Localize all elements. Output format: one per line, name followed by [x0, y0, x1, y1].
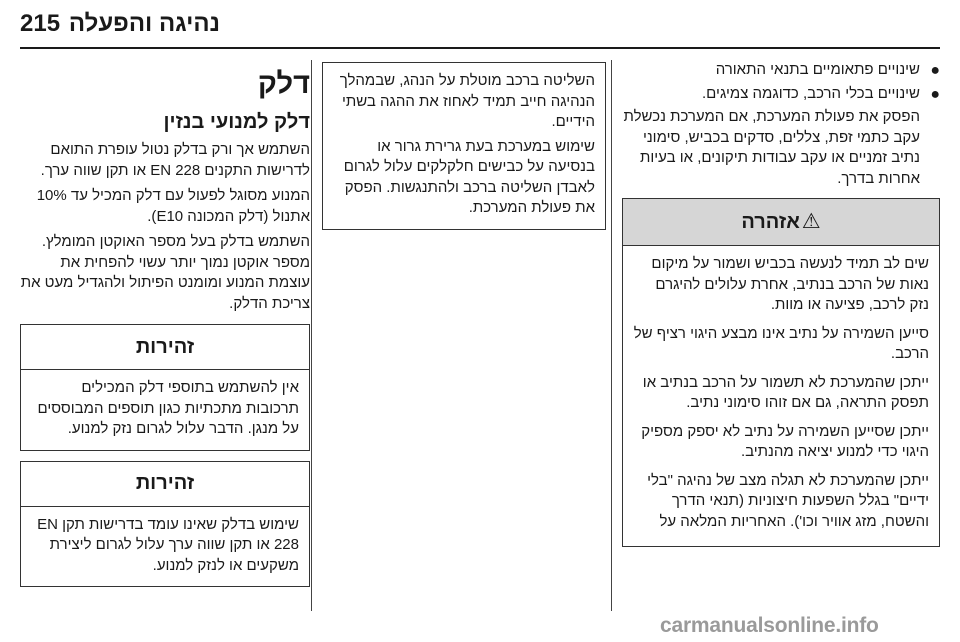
section-title: נהיגה והפעלה: [68, 10, 220, 37]
warning-body: [623, 246, 939, 546]
middle-column: [322, 62, 606, 230]
warning-triangle-icon: ⚠: [801, 209, 821, 233]
warning-header: [623, 199, 939, 246]
page-number: 215: [20, 10, 61, 37]
watermark: carmanualsonline.info: [660, 614, 879, 637]
caution-box: [20, 461, 310, 588]
column-divider-right: [611, 60, 612, 611]
paragraph: השתמש אך ורק בדלק נטול עופרת התואם לדרישות התקנים EN 228 או תקן שווה ערך.: [40, 141, 310, 179]
caution-body: [21, 507, 309, 587]
warning-paragraph: שימוש במערכת בעת גרירת גרור או בנסיעה על כבישים חלקלקים עלול לגרום לאבדן השליטה ברכב ולהתנגשות. הפסק את פעולת המערכת.: [343, 137, 595, 216]
bullet-item: [622, 84, 940, 105]
caution-text: אין להשתמש בתוספי דלק המכילים תרכובות מתכתיות כגון תוספים המבוססים על מנגן. הדבר עלול לגרום נזק למנוע.: [37, 379, 299, 437]
header-rule: [20, 47, 940, 49]
caution-header: זהירות: [21, 462, 309, 507]
warning-paragraph: ייתכן שסייען השמירה על נתיב לא יספק מספיק היגוי כדי למנוע יציאה מהנתיב.: [641, 422, 929, 460]
page-header: [0, 0, 960, 46]
left-column: [20, 60, 310, 587]
caution-body: [21, 370, 309, 450]
bullet-list: [622, 60, 940, 104]
bullet-dot-icon: ●: [930, 85, 940, 103]
paragraph: השתמש בדלק בעל מספר האוקטן המומלץ. מספר אוקטן נמוך יותר עשוי להפחית את עוצמת המנוע ומומנט הפיתול ולהגדיל מעט את צריכת הדלק.: [20, 233, 310, 312]
warning-title: אזהרה: [741, 210, 800, 233]
fuel-title: דלק: [257, 68, 310, 100]
caution-text: שימוש בדלק שאינו עומד בדרישות תקן EN 228 או תקן שווה ערך עלול לגרום ליצירת משקעים או לנזק למנוע.: [37, 515, 299, 574]
warning-paragraph: סייען השמירה על נתיב אינו מבצע היגוי רציף של הרכב.: [633, 324, 929, 362]
warning-paragraph: שים לב תמיד לנעשה בכביש ושמור על מיקום נאות של הרכב בנתיב, אחרת עלולים להיגרם נזק לרכב, פציעה או מוות.: [651, 255, 929, 313]
warning-box: [622, 198, 940, 547]
caution-header: זהירות: [21, 325, 309, 370]
right-column: [622, 60, 940, 547]
bullet-text: שינויים בכלי הרכב, כדוגמה צמיגים.: [702, 84, 920, 102]
paragraph: הפסק את פעולת המערכת, אם המערכת נכשלת עקב כתמי זפת, צללים, סדקים בכביש, סימוני נתיב זמניים או עקב עבודות תיקונים, או בעיות אחרות בדרך.: [623, 108, 920, 187]
warning-paragraph: ייתכן שהמערכת לא תגלה מצב של נהיגה "בלי ידיים" בגלל השפעות חיצוניות (תנאי הדרך והשטח, מזג אוויר וכו'). האחריות המלאה על: [647, 471, 929, 530]
warning-paragraph: השליטה ברכב מוטלת על הנהג, שבמהלך הנהיגה חייב תמיד לאחוז את ההגה בשתי הידיים.: [339, 72, 595, 130]
caution-box: [20, 324, 310, 451]
bullet-dot-icon: ●: [930, 62, 940, 79]
gasoline-subtitle: דלק למנועי בנזין: [163, 111, 310, 133]
warning-paragraph: ייתכן שהמערכת לא תשמור על הרכב בנתיב או תפסק התראה, גם אם זוהו סימוני נתיב.: [642, 373, 929, 411]
warning-continuation-box: [322, 62, 606, 230]
bullet-text: שינויים פתאומיים בתנאי התאורה: [715, 61, 920, 78]
paragraph: המנוע מסוגל לפעול עם דלק המכיל עד 10% אתנול (דלק המכונה E10).: [36, 187, 310, 225]
column-divider-left: [311, 60, 312, 611]
warning-continuation-body: [323, 63, 605, 229]
bullet-item: [622, 60, 940, 81]
